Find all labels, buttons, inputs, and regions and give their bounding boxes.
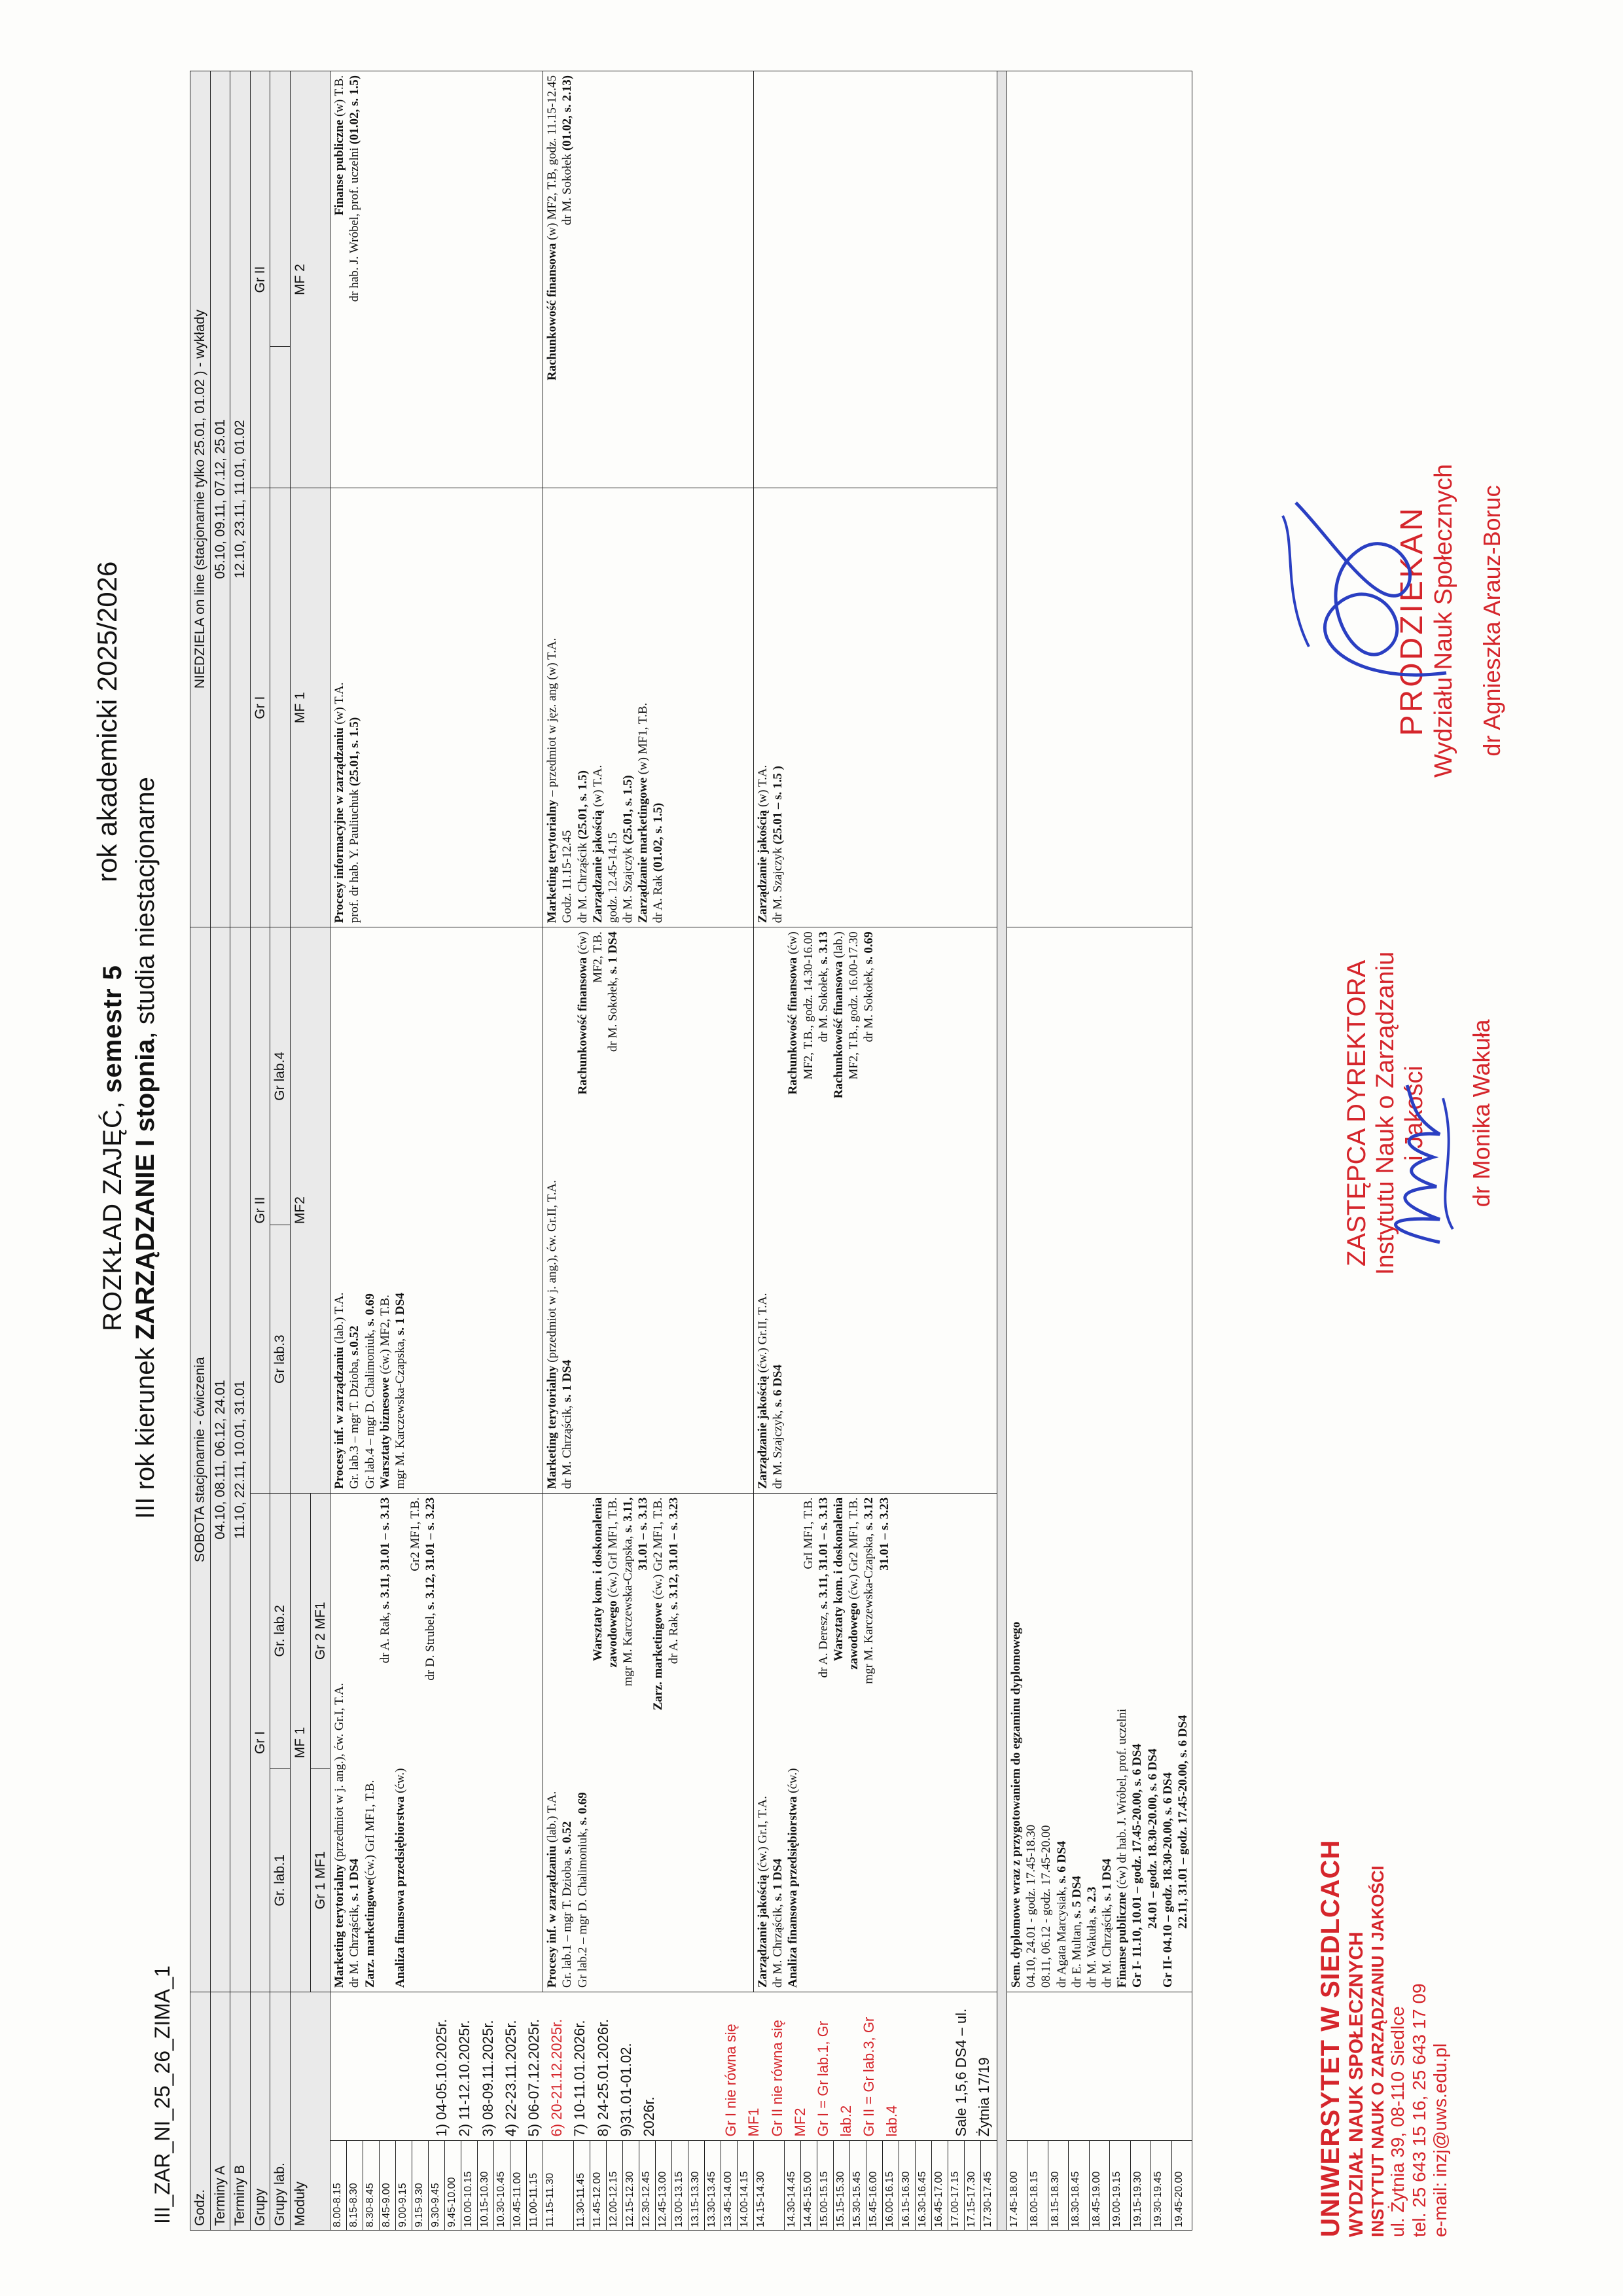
time-slot: 8.45-9.00 bbox=[380, 2141, 396, 2231]
class-cell-sat_b3_g1 bbox=[754, 1493, 997, 1992]
saturday-group-1: Gr I bbox=[250, 1493, 270, 1992]
class-line: dr D. Strubel, s. 3.12, 31.01 – s. 3.23 bbox=[423, 1497, 438, 1681]
class-line: godz. 12.45-14.15 bbox=[605, 833, 620, 924]
time-slot: 17.45-18.00 bbox=[1007, 2141, 1027, 2231]
class-line: dr M. Szajczyk (25.01 – s. 1.5 ) bbox=[771, 766, 785, 924]
class-line: 24.01 – godz. 18.30-20.00, s. 6 DS4 bbox=[1145, 1748, 1160, 1929]
class-line: Warsztaty biznesowe (ćw.) MF2, T.B. bbox=[378, 1295, 392, 1489]
lab-group-3: Gr lab.3 bbox=[270, 1225, 291, 1494]
time-slot: 12.00-12.15 bbox=[607, 2141, 623, 2231]
class-line: Analiza finansowa przedsiębiorstwa (ćw.) bbox=[786, 1768, 800, 1988]
time-slot: 19.45-20.00 bbox=[1171, 2141, 1192, 2231]
class-cell-sat_b2_g1 bbox=[543, 1493, 754, 1992]
time-slot: 14.00-14.15 bbox=[738, 2141, 754, 2231]
class-cell-sun_b3_g1 bbox=[754, 488, 997, 927]
class-line: Gr II- 04.10 – godz. 18.30-20.00, s. 6 DS4 bbox=[1160, 1772, 1175, 1988]
class-line: dr E. Multan, s. 5 DS4 bbox=[1069, 1875, 1084, 1988]
meeting-date: 5) 06-07.12.2025r. bbox=[526, 2018, 543, 2137]
class-line: dr hab. J. Wróbel, prof. uczelni (01.02, s. 1.5) bbox=[348, 75, 362, 302]
class-cell-sun_b1_g2 bbox=[330, 71, 543, 488]
class-line: dr M. Chrząścik, s. 1 DS4 bbox=[771, 1858, 785, 1988]
document-subtitle: III rok kierunek ZARZĄDZANIE I stopnia, studia niestacjonarne bbox=[131, 777, 160, 1519]
time-slot: 15.30-15.45 bbox=[850, 2141, 866, 2231]
meeting-date: 8) 24-25.01.2026r. bbox=[594, 2018, 611, 2137]
dates-notes-column bbox=[330, 1992, 997, 2142]
evening-side-empty bbox=[1007, 1992, 1192, 2142]
module-subgroup-2: Gr 2 MF1 bbox=[310, 1493, 330, 1768]
time-slot: 14.15-14.30 bbox=[754, 2141, 785, 2231]
university-stamp: UNIWERSYTET W SIEDLCACH WYDZIAŁ NAUK SPOŁECZNYCH INSTYTUT NAUK O ZARZĄDZANIU I JAKOŚCI ul. Żytnia 39, 08-110 Siedlce tel. 25 643 15 16, 25 643 17 09 e-mail: inzj@uws.edu.pl bbox=[1316, 1839, 1450, 2237]
meeting-date: 1) 04-05.10.2025r. bbox=[433, 2018, 450, 2137]
label-terminy-b: Terminy B bbox=[230, 1992, 251, 2231]
time-slot: 8.00-8.15 bbox=[330, 2141, 347, 2231]
sunday-heading: NIEDZIELA on line (stacjonarnie tylko 25.01, 01.02 ) - wykłady bbox=[190, 71, 211, 927]
time-slot: 13.00-13.15 bbox=[672, 2141, 688, 2231]
time-slot: 11.30-11.45 bbox=[574, 2141, 590, 2231]
time-slot: 17.30-17.45 bbox=[981, 2141, 997, 2231]
director-stamp: ZASTĘPCA DYREKTORA Instytutu Nauk o Zarządzaniu i Jakości dr Monika Wakuła bbox=[1342, 951, 1495, 1275]
time-slot: 8.15-8.30 bbox=[347, 2141, 363, 2231]
academic-year: rok akademicki 2025/2026 bbox=[92, 561, 122, 882]
time-slot: 10.30-10.45 bbox=[494, 2141, 510, 2231]
time-slot: 12.30-12.45 bbox=[639, 2141, 656, 2231]
time-slot: 13.30-13.45 bbox=[705, 2141, 721, 2231]
class-line: Gr. lab.1 – mgr T. Dzioba, s. 0.52 bbox=[560, 1821, 575, 1988]
sunday-terminy-a: 05.10, 09.11, 07.12, 25.01 bbox=[210, 71, 230, 927]
time-slot: 16.00-16.15 bbox=[883, 2141, 899, 2231]
class-line: Sem. dyplomowe wraz z przygotowaniem do egzaminu dyplomowego bbox=[1009, 1621, 1024, 1988]
time-slot: 18.15-18.30 bbox=[1048, 2141, 1068, 2231]
label-godz: Godz. bbox=[190, 1992, 211, 2231]
time-slot: 15.15-15.30 bbox=[834, 2141, 850, 2231]
lab-group-4: Gr lab.4 bbox=[270, 927, 291, 1225]
class-line: Gr I- 11.10, 10.01 – godz. 17.45-20.00, s. 6 DS4 bbox=[1130, 1744, 1145, 1988]
class-line: zawodowego (ćw.) Gr2 MF1, T.B. bbox=[847, 1497, 861, 1670]
class-line: Procesy inf. w zarządzaniu (lab.) T.A. bbox=[332, 1292, 347, 1489]
class-line: MF2, T.B., godz. 14.30-16.00 bbox=[801, 931, 815, 1080]
time-slot: 15.45-16.00 bbox=[866, 2141, 883, 2231]
class-line: 31.01 – s. 3.13 bbox=[636, 1497, 651, 1571]
saturday-terminy-a: 04.10, 08.11, 06.12, 24.01 bbox=[210, 927, 230, 1992]
saturday-terminy-b: 11.10, 22.11, 10.01, 31.01 bbox=[230, 927, 251, 1992]
time-slot: 13.15-13.30 bbox=[688, 2141, 705, 2231]
time-slot: 10.15-10.30 bbox=[478, 2141, 494, 2231]
time-slot: 16.15-16.30 bbox=[899, 2141, 916, 2231]
schedule-table bbox=[190, 71, 1192, 2231]
class-line: dr M. Sokołek, s. 0.69 bbox=[862, 931, 876, 1043]
class-line: dr A. Rak, s. 3.12, 31.01 – s. 3.23 bbox=[666, 1497, 681, 1664]
meeting-date: 4) 22-23.11.2025r. bbox=[502, 2020, 519, 2137]
class-cell-sun_b2_g2 bbox=[543, 71, 754, 488]
saturday-group-2: Gr II bbox=[250, 927, 270, 1494]
time-slot: 19.30-19.45 bbox=[1151, 2141, 1171, 2231]
meeting-date: 6) 20-21.12.2025r. bbox=[548, 2018, 565, 2137]
class-line: Zarządzanie jakością (ćw.) Gr.II, T.A. bbox=[756, 1293, 770, 1489]
time-slot: 14.30-14.45 bbox=[785, 2141, 801, 2231]
class-line: dr A. Rak, s. 3.11, 31.01 – s. 3.13 bbox=[378, 1497, 392, 1664]
director-signature bbox=[1368, 1079, 1466, 1249]
meeting-date: 2) 11-12.10.2025r. bbox=[456, 2020, 473, 2137]
group-note: Gr I nie równa się MF1 bbox=[722, 2024, 762, 2137]
class-line: mgr M. Karczewska-Czapska, s. 1 DS4 bbox=[393, 1293, 407, 1489]
class-line: Gr. lab.3 – mgr T. Dzioba, s.0.52 bbox=[348, 1325, 362, 1489]
saturday-module-1: MF 1 bbox=[291, 1493, 311, 1992]
class-cell-sun_b2_g1 bbox=[543, 488, 754, 927]
class-cell-evening bbox=[1007, 927, 1192, 1992]
class-line: 22.11, 31.01 – godz. 17.45-20.00, s. 6 DS4 bbox=[1175, 1715, 1190, 1929]
class-line: dr M. Chrząścik, s. 1 DS4 bbox=[1100, 1858, 1115, 1988]
sunday-group-1: Gr I bbox=[250, 488, 270, 927]
time-slot: 16.45-17.00 bbox=[932, 2141, 948, 2231]
class-line: dr A. Deresz, s. 3.11, 31.01 – s. 3.13 bbox=[816, 1497, 830, 1678]
class-line: dr M. Chrząścik (25.01, s. 1.5) bbox=[575, 770, 590, 924]
evening-sunday-empty bbox=[1007, 71, 1192, 927]
class-line: dr M. Szajczyk, s. 6 DS4 bbox=[771, 1364, 785, 1489]
meeting-date: 7) 10-11.01.2026r. bbox=[571, 2020, 588, 2137]
time-slot: 17.15-17.30 bbox=[965, 2141, 981, 2231]
time-slot: 17.00-17.15 bbox=[948, 2141, 965, 2231]
class-line: Rachunkowość finansowa (ćw) bbox=[575, 931, 590, 1095]
time-slot: 18.45-19.00 bbox=[1089, 2141, 1109, 2231]
sunday-lab-empty-1 bbox=[270, 488, 291, 927]
class-line: Marketing terytorialny – przedmiot w jęz. ang (w) T.A. bbox=[545, 637, 560, 924]
lab-group-2: Gr. lab.2 bbox=[270, 1493, 291, 1768]
time-slot: 9.30-9.45 bbox=[429, 2141, 445, 2231]
class-line: Finanse publiczne (w) T.B. bbox=[332, 75, 347, 216]
class-line: Gr lab.2 – mgr D. Chalimoniuk, s. 0.69 bbox=[575, 1792, 590, 1988]
module-subgroup-1: Gr 1 MF1 bbox=[310, 1768, 330, 1992]
class-line: Zarz. marketingowe (ćw.) Gr2 MF1, T.B. bbox=[651, 1497, 666, 1711]
sunday-group-2: Gr II bbox=[250, 71, 270, 488]
saturday-module-2: MF2 bbox=[291, 927, 330, 1494]
time-slot: 11.15-11.30 bbox=[543, 2141, 574, 2231]
document-code: III_ZAR_NI_25_26_ZIMA_1 bbox=[151, 1965, 174, 2224]
class-line: Marketing terytorialny (przedmiot w j. ang.), ćw. Gr.I, T.A. bbox=[332, 1683, 347, 1988]
class-line: dr M. Sokołek, s. 1 DS4 bbox=[605, 931, 620, 1052]
class-line: 31.01 – s. 3.23 bbox=[877, 1497, 891, 1571]
group-note: Gr I = Gr lab.1, Gr lab.2 bbox=[814, 2020, 855, 2137]
class-line: MF2, T.B. bbox=[590, 931, 605, 983]
time-slot: 19.15-19.30 bbox=[1130, 2141, 1150, 2231]
class-line: dr M. Sokołek, s. 3.13 bbox=[816, 931, 830, 1043]
class-line: Godz. 11.15-12.45 bbox=[560, 830, 575, 924]
class-cell-sun_b1_g1 bbox=[330, 488, 543, 927]
class-line: dr A. Rak (01.02, s. 1.5) bbox=[651, 802, 666, 924]
time-slot: 9.45-10.00 bbox=[445, 2141, 461, 2231]
class-line: Procesy informacyjne w zarządzaniu (w) T.A. bbox=[332, 682, 347, 924]
meeting-date: 3) 08-09.11.2025r. bbox=[479, 2020, 496, 2137]
time-slot: 11.45-12.00 bbox=[590, 2141, 607, 2231]
class-cell-sat_b1_g2 bbox=[330, 927, 543, 1494]
time-slot: 12.45-13.00 bbox=[656, 2141, 672, 2231]
evening-separator bbox=[997, 71, 1007, 2231]
class-cell-sat_b2_g2 bbox=[543, 927, 754, 1494]
time-slot: 9.15-9.30 bbox=[412, 2141, 429, 2231]
time-slot: 18.00-18.15 bbox=[1027, 2141, 1048, 2231]
class-line: dr M. Sokołek (01.02, s. 2.13) bbox=[560, 75, 575, 226]
group-note: Gr II nie równa się MF2 bbox=[768, 2019, 808, 2137]
class-line: dr M. Wakuła, s. 2.3 bbox=[1084, 1886, 1099, 1988]
sunday-terminy-b: 12.10, 23.11, 11.01, 01.02 bbox=[230, 71, 251, 927]
time-slot: 11.00-11.15 bbox=[527, 2141, 543, 2231]
class-line: Gr lab.4 – mgr D. Chalimoniuk, s. 0.69 bbox=[363, 1293, 377, 1489]
label-grupy-lab: Grupy lab. bbox=[270, 1992, 291, 2231]
class-line: Procesy inf. w zarządzaniu (lab.) T.A. bbox=[545, 1791, 560, 1988]
class-line: 04.10, 24.01 - godz. 17.45-18.30 bbox=[1024, 1824, 1039, 1988]
time-slot: 10.45-11.00 bbox=[510, 2141, 527, 2231]
class-line: Zarządzanie jakością (w) T.A. bbox=[756, 764, 770, 924]
class-line: dr Agata Marcysiak, s. 6 DS4 bbox=[1054, 1840, 1069, 1988]
class-line: prof. dr hab. Y. Pauliuchuk (25.01, s. 1.5) bbox=[348, 717, 362, 924]
class-line: Zarządzanie marketingowe (w) MF1, T.B. bbox=[636, 702, 651, 924]
class-line: mgr M. Karczewska-Czapska, s. 3.12 bbox=[862, 1497, 876, 1684]
class-line: zawodowego (ćw.) GrI MF1, T.B. bbox=[605, 1497, 620, 1668]
group-note: Gr II = Gr lab.3, Gr lab.4 bbox=[861, 2017, 901, 2137]
class-line: GrI MF1, T.B. bbox=[801, 1497, 815, 1570]
class-line: Analiza finansowa przedsiębiorstwa (ćw.) bbox=[393, 1768, 407, 1988]
label-moduly: Moduły bbox=[291, 1992, 330, 2231]
class-line: 08.11, 06.12 - godz. 17.45-20.00 bbox=[1039, 1825, 1054, 1988]
class-line: dr M. Chrząścik, s. 1 DS4 bbox=[348, 1858, 362, 1988]
class-line: Finanse publiczne (ćw) dr hab. J. Wróbel, prof. uczelni bbox=[1115, 1708, 1130, 1988]
class-line: Rachunkowość finansowa (ćw) bbox=[786, 931, 800, 1095]
meeting-date: 2026r. bbox=[640, 2096, 657, 2137]
sunday-module-2: MF 2 bbox=[291, 71, 330, 488]
class-cell-empty bbox=[754, 71, 997, 488]
time-slot: 19.00-19.15 bbox=[1110, 2141, 1130, 2231]
time-slot: 9.00-9.15 bbox=[396, 2141, 412, 2231]
document-title: ROZKŁAD ZAJĘĆ, semestr 5 bbox=[98, 965, 127, 1331]
label-grupy: Grupy bbox=[250, 1992, 270, 2231]
class-line: Rachunkowość finansowa (lab.) bbox=[832, 931, 846, 1099]
time-slot: 18.30-18.45 bbox=[1069, 2141, 1089, 2231]
class-line: Zarz. marketingowe(ćw.) GrI MF1, T.B. bbox=[363, 1780, 377, 1988]
class-line: dr M. Chrząścik, s. 1 DS4 bbox=[560, 1359, 575, 1489]
time-slot: 14.45-15.00 bbox=[801, 2141, 817, 2231]
sunday-lab-empty-3 bbox=[270, 71, 291, 347]
class-line: Zarządzanie jakością (w) T.A. bbox=[590, 764, 605, 924]
label-terminy-a: Terminy A bbox=[210, 1992, 230, 2231]
time-slot: 16.30-16.45 bbox=[916, 2141, 932, 2231]
sunday-lab-empty-2 bbox=[270, 347, 291, 488]
sunday-module-1: MF 1 bbox=[291, 488, 330, 927]
class-line: Warsztaty kom. i doskonalenia bbox=[832, 1497, 846, 1662]
time-slot: 13.45-14.00 bbox=[721, 2141, 738, 2231]
lab-group-1: Gr. lab.1 bbox=[270, 1768, 291, 1992]
class-cell-sat_b1_g1 bbox=[330, 1493, 543, 1992]
time-slot: 15.00-15.15 bbox=[817, 2141, 834, 2231]
time-slot: 10.00-10.15 bbox=[461, 2141, 478, 2231]
class-line: Warsztaty kom. i doskonalenia bbox=[590, 1497, 605, 1662]
class-line: dr M. Szajczyk (25.01, s. 1.5) bbox=[621, 775, 635, 924]
class-line: MF2, T.B., godz. 16.00-17.30 bbox=[847, 931, 861, 1080]
meeting-date: 9)31.01-01.02. bbox=[617, 2043, 634, 2137]
class-line: Marketing terytorialny (przedmiot w j. ang.), ćw. Gr.II, T.A. bbox=[545, 1179, 560, 1489]
dean-stamp: PRODZIEKAN Wydziału Nauk Społecznych dr Agnieszka Arauz-Boruc bbox=[1395, 463, 1505, 778]
time-slot: 8.30-8.45 bbox=[363, 2141, 380, 2231]
dean-signature bbox=[1270, 496, 1466, 712]
time-slot: 12.15-12.30 bbox=[623, 2141, 639, 2231]
class-line: Zarządzanie jakością (ćw.) Gr.I, T.A. bbox=[756, 1795, 770, 1988]
saturday-heading: SOBOTA stacjonarnie - ćwiczenia bbox=[190, 927, 211, 1992]
class-cell-sat_b3_g2 bbox=[754, 927, 997, 1494]
class-line: Gr2 MF1, T.B. bbox=[408, 1497, 423, 1571]
class-line: mgr M. Karczewska-Czapska, s. 3.11, bbox=[621, 1497, 635, 1687]
class-line: Rachunkowość finansowa (w) MF2, T.B, godz. 11.15-12.45 bbox=[545, 75, 560, 381]
rooms-note: Sale 1,5,6 DS4 – ul. Żytnia 17/19 bbox=[952, 2008, 992, 2137]
